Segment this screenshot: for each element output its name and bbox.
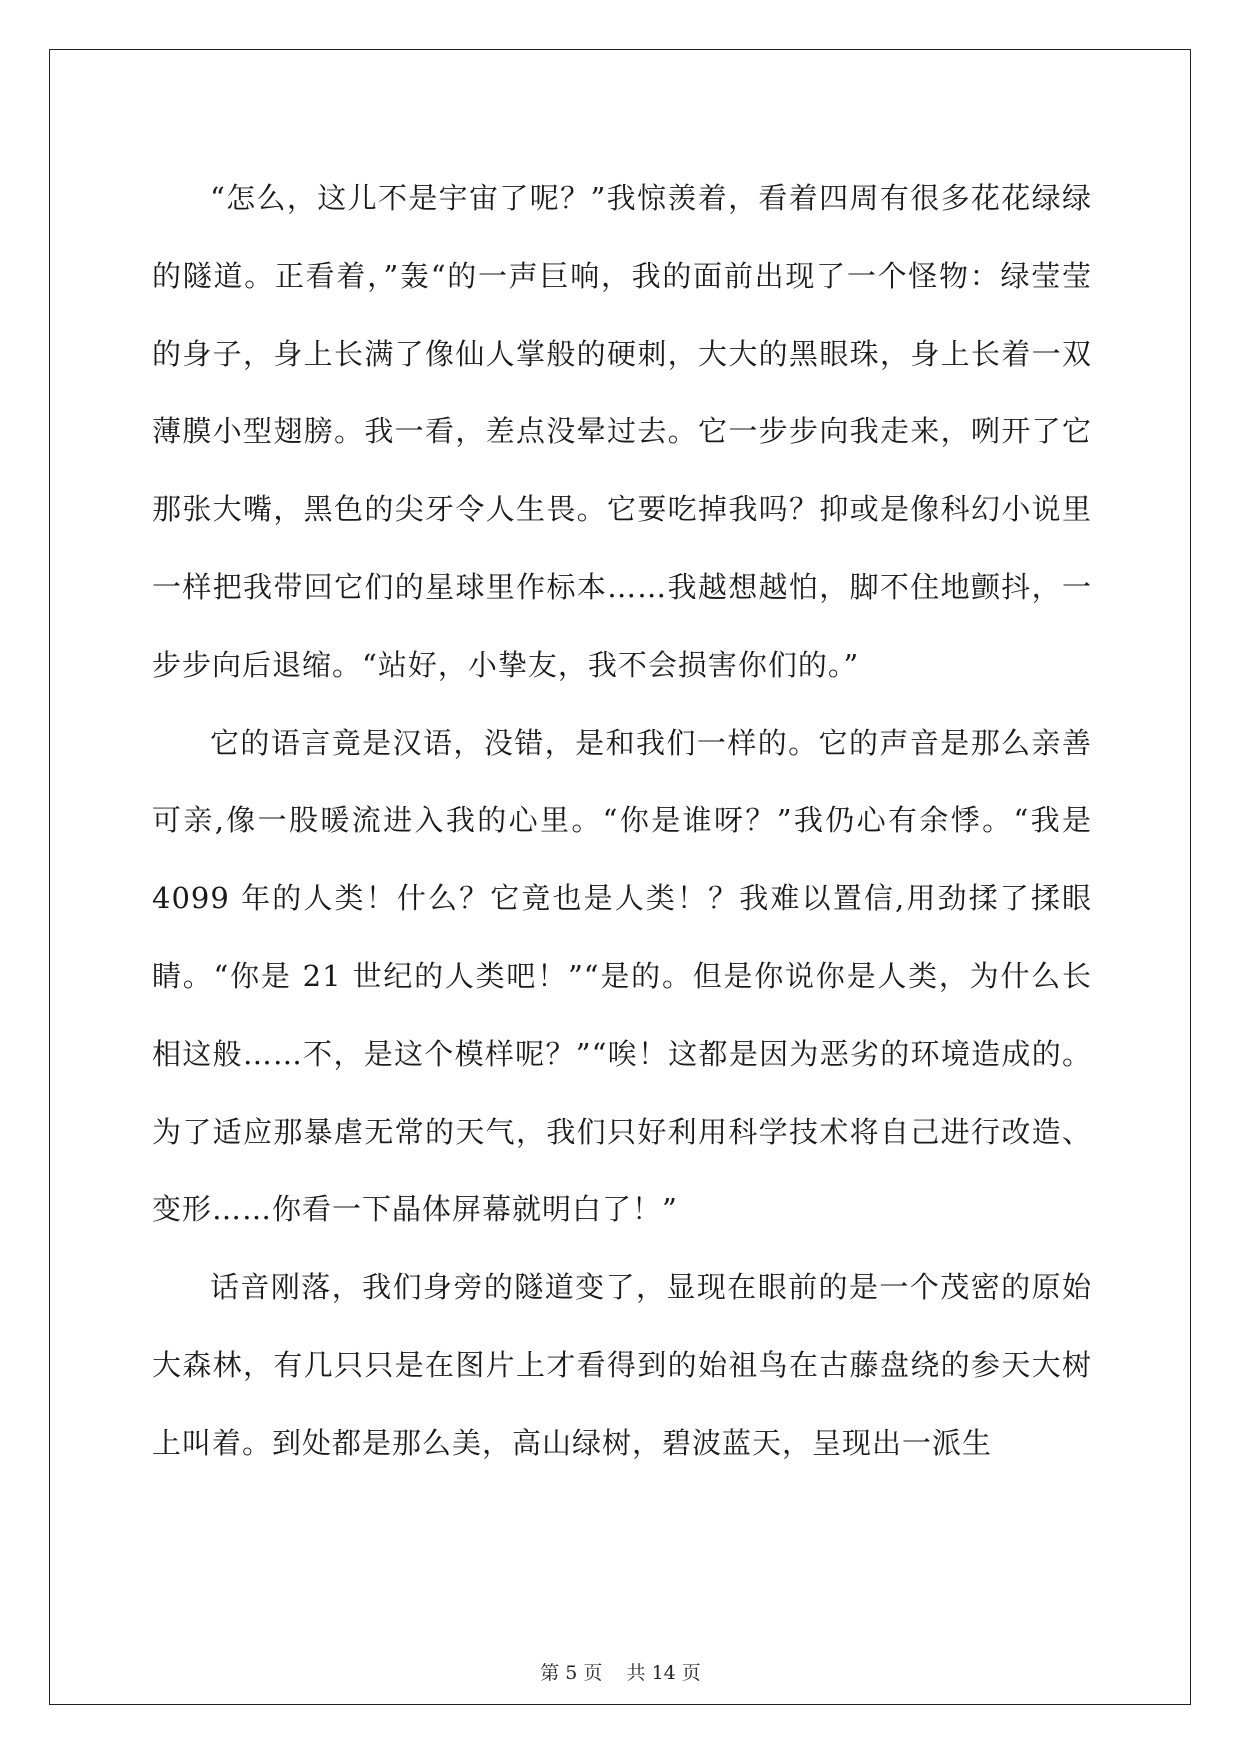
page-number-footer: 第 5 页 共 14 页 xyxy=(540,1662,701,1684)
paragraph-1: “怎么，这儿不是宇宙了呢？”我惊羡着，看着四周有很多花花绿绿的隧道。正看着，”轰“的一声巨响，我的面前出现了一个怪物：绿莹莹的身子，身上长满了像仙人掌般的硬刺，大大的黑眼珠，身上长着一双薄膜小型翅膀。我一看，差点没晕过去。它一步步向我走来，咧开了它那张大嘴，黑色的尖牙令人生畏。它要吃掉我吗？抑或是像科幻小说里一样把我带回它们的星球里作标本……我越想越怕，脚不住地颤抖，一步步向后退缩。“站好，小挚友，我不会损害你们的。” xyxy=(152,181,1092,682)
paragraph-2: 它的语言竟是汉语，没错，是和我们一样的。它的声音是那么亲善可亲,像一股暖流进入我的心里。“你是谁呀？”我仍心有余悸。“我是 4099 年的人类！什么？它竟也是人类！？我难以置信,用劲揉了揉眼睛。“你是 21 世纪的人类吧！”“是的。但是你说你是人类，为什么长相这般……不，是这个模样呢？”“唉！这都是因为恶劣的环境造成的。为了适应那暴虐无常的天气，我们只好利用科学技术将自己进行改造、变形……你看一下晶体屏幕就明白了！” xyxy=(152,725,1092,1227)
paragraph-3: 话音刚落，我们身旁的隧道变了，显现在眼前的是一个茂密的原始大森林，有几只只是在图片上才看得到的始祖鸟在古藤盘绕的参天大树上叫着。到处都是那么美，高山绿树，碧波蓝天，呈现出一派生 xyxy=(152,1270,1092,1460)
document-body xyxy=(152,160,1092,1483)
